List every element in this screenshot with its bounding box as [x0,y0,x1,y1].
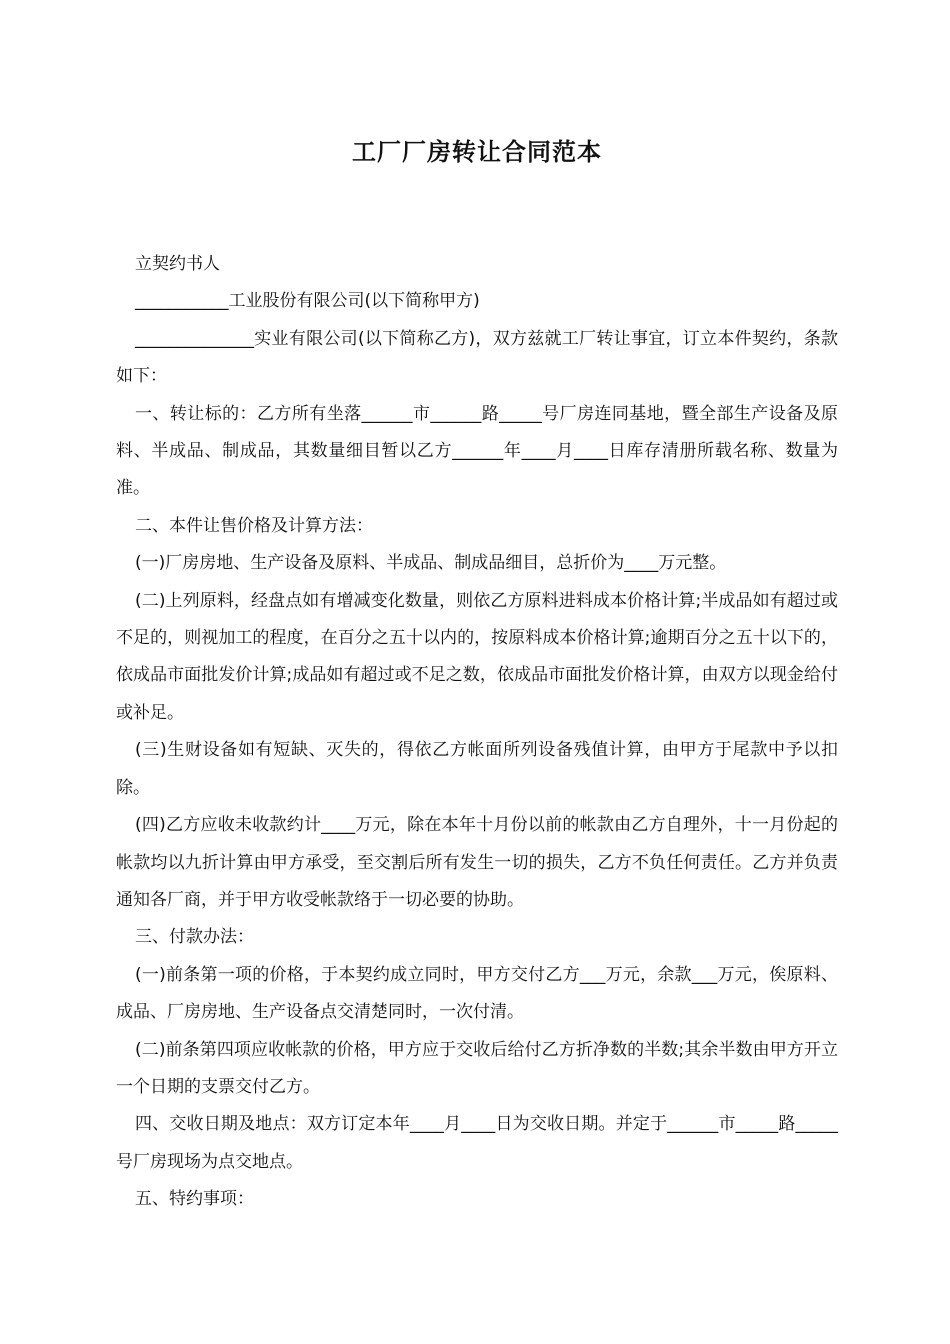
paragraph-clause-1: 一、转让标的：乙方所有坐落______市______路_____号厂房连同基地，暨全部生产设备及原料、半成品、制成品，其数量细目暂以乙方______年____月____日库存清册所载名称、数量为准。 [116,403,838,499]
paragraph-clause-2-heading: 二、本件让售价格及计算方法： [135,515,373,536]
paragraph-clause-3-heading: 三、付款办法： [135,927,254,948]
paragraph-clause-2-2: (二)上列原料，经盘点如有增减变化数量，则依乙方原料进料成本价格计算;半成品如有超过或不足的，则视加工的程度，在百分之五十以内的，按原料成本价格计算;逾期百分之五十以下的，依成品市面批发价计算;成品如有超过或不足之数，依成品市面批发价格计算，由双方以现金给付或补足。 [116,590,838,723]
paragraph-clause-3-1: (一)前条第一项的价格，于本契约成立同时，甲方交付乙方___万元，余款___万元，俟原料、成品、厂房房地、生产设备点交清楚同时，一次付清。 [116,964,838,1023]
paragraph-parties-heading: 立契约书人 [135,254,220,274]
paragraph-clause-2-1: (一)厂房房地、生产设备及原料、半成品、制成品细目，总折价为____万元整。 [135,553,727,574]
document-body [116,246,838,1219]
paragraph-clause-2-3: (三)生财设备如有短缺、灭失的，得依乙方帐面所列设备残值计算，由甲方于尾款中予以扣除。 [116,740,838,798]
document-title: 工厂厂房转让合同范本 [352,138,602,166]
paragraph-clause-3-2: (二)前条第四项应收帐款的价格，甲方应于交收后给付乙方折净数的半数;其余半数由甲方开立一个日期的支票交付乙方。 [116,1039,838,1097]
paragraph-clause-2-4: (四)乙方应收未收款约计____万元，除在本年十月份以前的帐款由乙方自理外，十一月份起的帐款均以九折计算由甲方承受，至交割后所有发生一切的损失，乙方不负任何责任。乙方并负责通知各厂商，并于甲方收受帐款络于一切必要的协助。 [116,815,838,910]
paragraph-party-a: ___________工业股份有限公司(以下简称甲方) [135,291,480,312]
paragraph-clause-4: 四、交收日期及地点：双方订定本年____月____日为交收日期。并定于______市_____路_____号厂房现场为点交地点。 [116,1114,838,1172]
paragraph-party-b: ______________实业有限公司(以下简称乙方)，双方兹就工厂转让事宜，订立本件契约，条款如下： [116,328,838,387]
paragraph-clause-5-heading: 五、特约事项： [135,1189,254,1210]
